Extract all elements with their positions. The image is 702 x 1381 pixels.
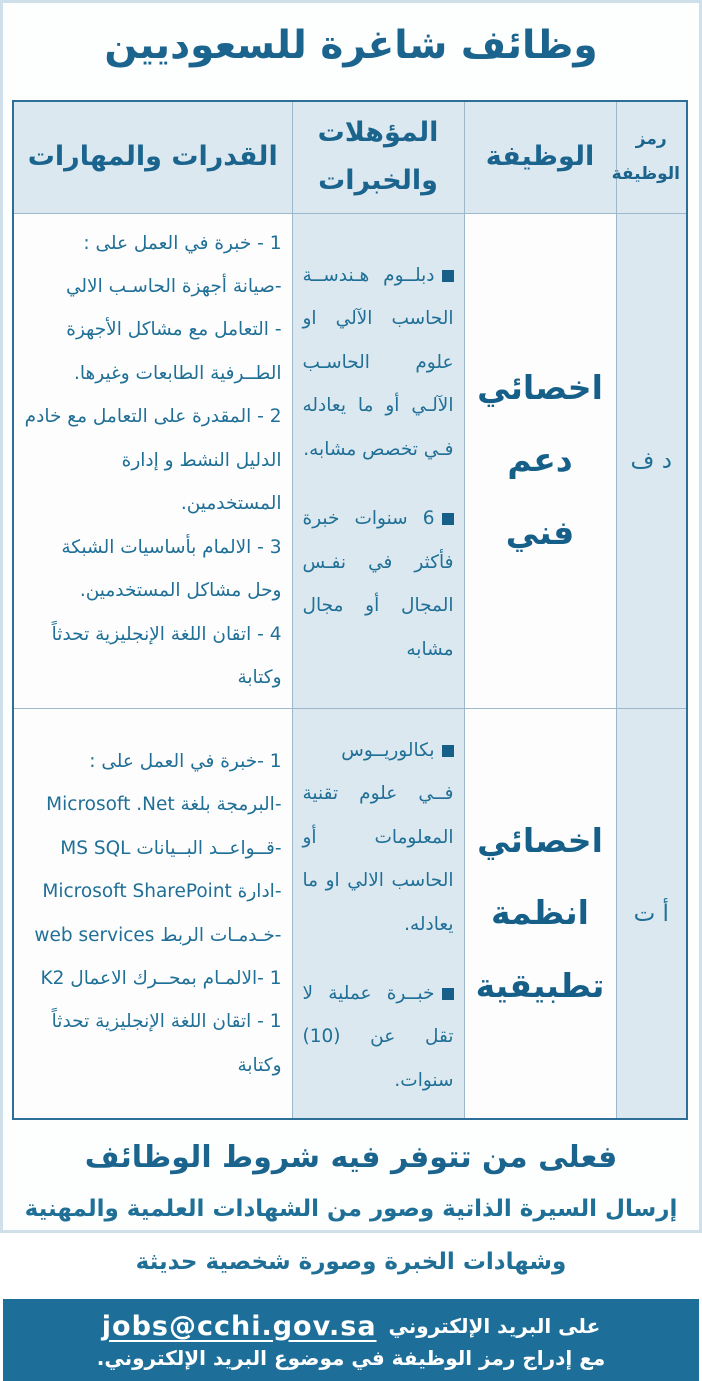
skill-line: - التعامل مع مشاكل الأجهزة الطــرفية الطابعات وغيرها.	[66, 319, 282, 384]
bullet-square-icon	[442, 270, 454, 282]
skill-line: 2 - المقدرة على التعامل مع خادم الدليل النشط و إدارة المستخدمين.	[24, 406, 282, 515]
jobs-table	[12, 100, 688, 1120]
email-link[interactable]: jobs@cchi.gov.sa	[101, 1310, 377, 1342]
skill-line: 1 - اتقان اللغة الإنجليزية تحدثاً وكتابة	[51, 1011, 282, 1076]
skill-line: -البرمجة بلغة Microsoft .Net	[46, 794, 282, 816]
skill-line: -ادارة Microsoft SharePoint	[42, 881, 282, 903]
skill-line: -صيانة أجهزة الحاسـب الالي	[65, 275, 282, 297]
email-label: على البريد الإلكتروني	[388, 1314, 601, 1338]
qualifications-cell	[292, 708, 464, 1119]
table-header-row	[13, 101, 687, 213]
skills-cell	[13, 708, 292, 1119]
page-title: وظائف شاغرة للسعوديين	[104, 23, 598, 68]
skills-cell	[13, 213, 292, 708]
job-title: اخصائي دعم فني	[464, 213, 616, 708]
closing-heading: فعلى من تتوفر فيه شروط الوظائف	[84, 1140, 618, 1176]
bullet-square-icon	[442, 988, 454, 1000]
job-code: أ ت	[616, 708, 687, 1119]
footer-email-line	[102, 1311, 600, 1342]
header-cell-qualifications: المؤهلات والخبرات	[292, 101, 464, 213]
qualifications-cell	[292, 213, 464, 708]
qualification-item: بكالوريــوس فــي علوم تقنية المعلومات أو الحاسب الالي او ما يعادله.	[302, 739, 454, 935]
qualification-item: 6 سنوات خبرة فأكثر في نفـس المجال أو مجال مشابه	[302, 508, 454, 660]
job-code: د ف	[616, 213, 687, 708]
skill-line: 1 - خبرة في العمل على :	[83, 232, 282, 254]
qualification-item: خبــرة عملية لا تقل عن (10) سنوات.	[302, 983, 454, 1091]
skill-line: -قــواعــد البــيانات MS SQL	[60, 837, 282, 859]
footer-note: مع إدراج رمز الوظيفة في موضوع البريد الإلكتروني.	[96, 1345, 606, 1370]
closing-line-1: إرسال السيرة الذاتية وصور من الشهادات العلمية والمهنية	[24, 1196, 678, 1223]
closing-line-2: وشهادات الخبرة وصورة شخصية حديثة	[135, 1249, 567, 1276]
bullet-square-icon	[442, 745, 454, 757]
header-cell-job-code: رمز الوظيفة	[616, 101, 687, 213]
job-title: اخصائي انظمة تطبيقية	[464, 708, 616, 1119]
table-row	[13, 213, 687, 708]
table-row	[13, 708, 687, 1119]
skill-line: 1 -الالمـام بمحــرك الاعمال K2	[40, 968, 282, 989]
bullet-square-icon	[442, 513, 454, 525]
footer-contact-bar	[3, 1299, 699, 1381]
skill-line: 4 - اتقان اللغة الإنجليزية تحدثاً وكتابة	[51, 623, 282, 689]
header-cell-skills: القدرات والمهارات	[13, 101, 292, 213]
qualification-item: دبلــوم هـندســة الحاسب الآلي او علوم الحاسـب الآلـي أو ما يعادله فـي تخصص مشابه.	[302, 264, 454, 460]
header-cell-job: الوظيفة	[464, 101, 616, 213]
skill-line: -خـدمـات الربط web services	[34, 924, 282, 946]
skill-line: 3 - الالمام بأساسيات الشبكة وحل مشاكل المستخدمين.	[61, 536, 282, 602]
skill-line: 1 -خبرة في العمل على :	[89, 750, 282, 772]
